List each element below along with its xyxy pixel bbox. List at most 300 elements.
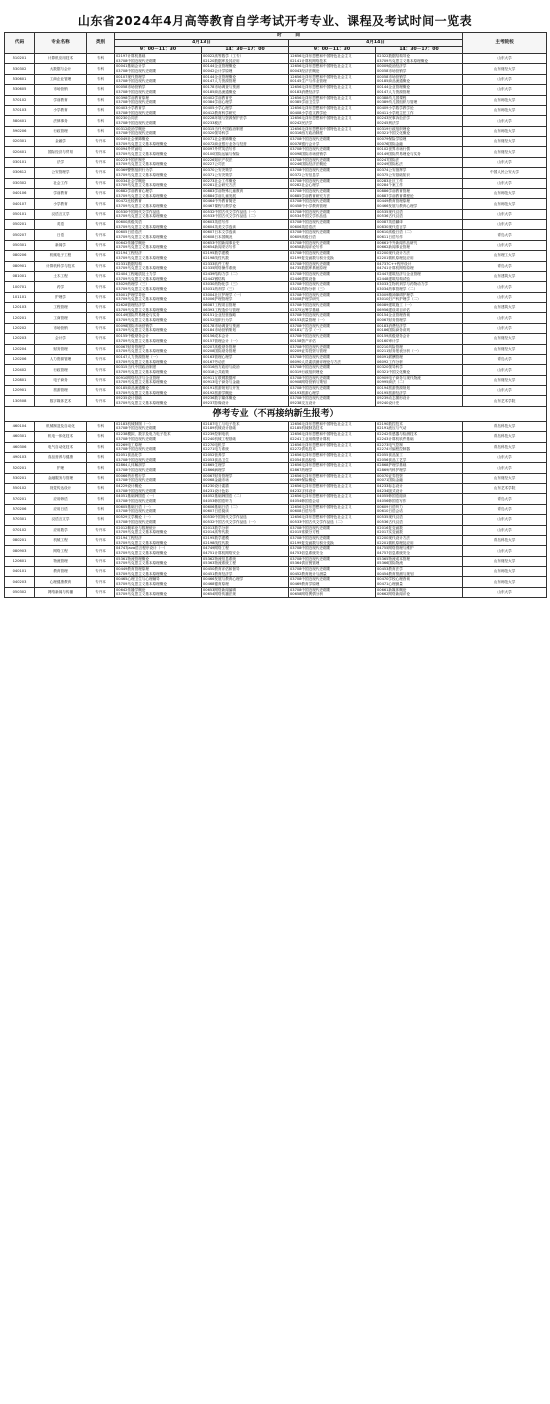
cell-s1 — [115, 396, 202, 406]
cell-code: 570102 — [5, 95, 35, 105]
cell-s1 — [115, 64, 202, 74]
course-entry: 00472比较教育 — [116, 199, 142, 204]
header-day1-am: 9：00－11：30 — [115, 47, 202, 54]
course-entry: 00470学校心理咨询 — [377, 577, 410, 582]
cell-major: 公安管理学 — [35, 168, 87, 178]
course-entry: 00246国际经济法概论 — [290, 162, 327, 167]
cell-level: 专科 — [87, 105, 115, 115]
header-time: 时 间 — [115, 33, 463, 40]
cell-s1 — [115, 365, 202, 375]
course-entry: 03708中国近现代史纲要 — [290, 344, 331, 349]
cell-level: 专升本 — [87, 386, 115, 396]
cell-s4 — [376, 105, 463, 115]
course-entry: 12656毛泽东思想和中国特色社会主义 — [290, 442, 352, 447]
course-entry: 00102世界市场行情 — [377, 147, 410, 152]
cell-s2 — [202, 251, 289, 261]
table-row — [5, 587, 547, 597]
course-entry: 00911互联网数据库 — [203, 375, 236, 380]
cell-s2 — [202, 556, 289, 566]
table-row — [5, 473, 547, 483]
cell-code: 050207 — [5, 230, 35, 240]
cell-s2 — [202, 396, 289, 406]
cell-s1 — [115, 282, 202, 292]
cell-s1 — [115, 463, 202, 473]
cell-major: 学前教育 — [35, 95, 87, 105]
course-entry: 00608日语写作 — [290, 509, 316, 514]
cell-school: 山东大学 — [463, 282, 547, 292]
course-entry: 06089建筑施工（一） — [377, 303, 414, 307]
cell-school: 山东大学 — [463, 292, 547, 302]
course-entry: 00405小学心理学 — [203, 105, 233, 110]
course-entry: 00536古代汉语 — [377, 214, 403, 219]
course-entry: 02051食品化学 — [116, 452, 142, 457]
header-day2-am: 9：00－11：30 — [289, 47, 376, 54]
course-entry: 12656毛泽东思想和中国特色社会主义 — [290, 432, 352, 437]
cell-code: 040101 — [5, 567, 35, 577]
cell-s2 — [202, 54, 289, 64]
cell-s1 — [115, 556, 202, 566]
course-entry: 02335网络操作系统 — [203, 266, 236, 271]
course-entry: 00273社会工作概论 — [203, 178, 236, 183]
course-entry: 12656毛泽东思想和中国特色社会主义 — [290, 105, 352, 110]
course-entry: 00371公安决策学 — [203, 172, 233, 177]
cell-s1 — [115, 292, 202, 302]
course-entry: 04229设计概论 — [116, 484, 142, 488]
cell-s3 — [289, 251, 376, 261]
course-entry: 12656毛泽东思想和中国特色社会主义 — [290, 463, 352, 468]
course-entry: 03709马克思主义基本原理概论 — [116, 592, 167, 597]
cell-s4 — [376, 323, 463, 333]
cell-s3 — [289, 178, 376, 188]
cell-code: 460306 — [5, 442, 35, 452]
course-entry: 02864人体解剖学 — [116, 463, 146, 468]
table-row — [5, 323, 547, 333]
cell-s4 — [376, 473, 463, 483]
cell-s1 — [115, 344, 202, 354]
course-entry: 00535现代汉语 — [377, 515, 403, 520]
course-entry: 02865生理学 — [203, 463, 226, 468]
header-code: 代码 — [5, 33, 35, 54]
cell-school: 青岛科技大学 — [463, 421, 547, 431]
course-entry: 00316西方政治制度 — [290, 131, 323, 136]
cell-s2 — [202, 344, 289, 354]
cell-s3 — [289, 375, 376, 385]
course-entry: 02869内科护理学 — [377, 467, 407, 472]
cell-s2 — [202, 365, 289, 375]
course-entry: 00605基础日语（一） — [116, 504, 153, 509]
cell-s3 — [289, 323, 376, 333]
course-entry: 04056韩国语写作 — [377, 499, 407, 504]
cell-school: 山东大学 — [463, 525, 547, 535]
course-entry: 00247国际法 — [377, 157, 400, 162]
cell-s4 — [376, 240, 463, 250]
course-entry: 02194工程经济 — [116, 535, 142, 540]
course-entry: 02014高等代数 — [203, 530, 229, 535]
cell-school: 山东大学 — [463, 452, 547, 462]
cell-school: 山东师范大学 — [463, 567, 547, 577]
course-entry: 04233标志设计 — [377, 484, 403, 488]
table-row — [5, 452, 547, 462]
course-entry: 02238模拟、数字及电力电子技术 — [116, 432, 171, 437]
cell-level: 专升本 — [87, 313, 115, 323]
cell-level: 专科 — [87, 442, 115, 452]
course-entry: 00409小学数学教学论 — [377, 105, 414, 110]
cell-major: 日语 — [35, 230, 87, 240]
cell-major: 金融学 — [35, 137, 87, 147]
cell-school: 山东建筑大学 — [463, 303, 547, 313]
cell-level: 专科 — [87, 421, 115, 431]
cell-major: 工商企业管理 — [35, 74, 87, 84]
header-day2-pm: 14：30－17：00 — [376, 47, 463, 54]
cell-school: 山东财经大学 — [463, 344, 547, 354]
course-entry: 06087工程项目管理 — [203, 303, 236, 307]
course-entry: 05366国际物流 — [377, 561, 403, 566]
cell-s4 — [376, 292, 463, 302]
cell-major: 数字媒体艺术 — [35, 396, 87, 406]
course-entry: 03709马克思主义基本原理概论 — [116, 245, 167, 250]
course-entry: 00068金融市场 — [203, 478, 229, 483]
course-entry: 00398学前教育原理 — [116, 95, 149, 100]
cell-s2 — [202, 209, 289, 219]
course-entry: 02197计算机基础 — [116, 54, 146, 58]
course-entry: 03708中国近现代史纲要 — [290, 334, 331, 339]
cell-major: 社会工作 — [35, 178, 87, 188]
course-entry: 00451教育经济学 — [203, 571, 233, 576]
cell-s2 — [202, 105, 289, 115]
course-entry: 03709马克思主义基本原理概论 — [116, 328, 167, 333]
course-entry: 00184市场营销策划 — [203, 328, 236, 333]
course-entry: 00606英语语法 — [290, 224, 316, 229]
course-entry: 02191液压与气动 — [377, 426, 407, 431]
cell-school: 青岛大学 — [463, 504, 547, 514]
cell-s3 — [289, 567, 376, 577]
table-row — [5, 313, 547, 323]
course-entry: 02199复变函数与积分变换 — [290, 540, 334, 545]
course-entry: 02190数控技术 — [377, 421, 403, 426]
cell-major: 机械制造及自动化 — [35, 421, 87, 431]
cell-level: 专升本 — [87, 220, 115, 230]
course-entry: 02446建筑设备 — [290, 276, 316, 281]
course-entry: 00449教育管理原理 — [377, 199, 410, 204]
course-entry: 00155中级财务会计 — [116, 334, 149, 339]
cell-school: 山东大学 — [463, 313, 547, 323]
course-entry: 04055韩国语阅读 — [377, 494, 407, 499]
course-entry: 00469教育学原理 — [290, 582, 320, 587]
table-row — [5, 168, 547, 178]
cell-school: 山东师范大学 — [463, 188, 547, 198]
cell-s4 — [376, 515, 463, 525]
course-entry: 03708中国近现代史纲要 — [116, 89, 157, 94]
course-entry: 03708中国近现代史纲要 — [290, 354, 331, 359]
course-entry: 00830现代语言学 — [377, 224, 407, 229]
cell-s1 — [115, 587, 202, 597]
table-row — [5, 199, 547, 209]
course-entry: 00243民事诉讼法学 — [377, 116, 410, 121]
cell-code: 120601 — [5, 556, 35, 566]
cell-s4 — [376, 282, 463, 292]
course-entry: 03708中国近现代史纲要 — [290, 251, 331, 256]
cell-major: 市场营销 — [35, 323, 87, 333]
cell-s4 — [376, 126, 463, 136]
table-row — [5, 178, 547, 188]
cell-level: 专升本 — [87, 567, 115, 577]
cell-major: 应用韩语 — [35, 494, 87, 504]
course-entry: 02199复变函数与积分变换 — [290, 255, 334, 260]
course-entry: 00208国际财务管理 — [203, 349, 236, 354]
cell-s1 — [115, 386, 202, 396]
schedule-table — [4, 32, 547, 598]
course-entry: 00388幼儿园课程 — [377, 95, 407, 100]
course-entry: 02200现代设计方法 — [377, 251, 410, 256]
cell-school: 山东建筑大学 — [463, 271, 547, 281]
cell-s2 — [202, 525, 289, 535]
cell-level: 专升本 — [87, 303, 115, 313]
cell-school: 山东大学 — [463, 515, 547, 525]
cell-code: 120402 — [5, 365, 35, 375]
cell-major: 机电一体化技术 — [35, 432, 87, 442]
course-entry: 02242传感器与检测技术 — [377, 432, 418, 437]
course-entry: 03708中国近现代史纲要 — [116, 509, 157, 514]
cell-level: 专升本 — [87, 292, 115, 302]
course-entry: 12656毛泽东思想和中国特色社会主义 — [290, 452, 352, 457]
course-entry: 00067财务管理学 — [203, 473, 233, 478]
course-entry: 02200现代设计方法 — [377, 535, 410, 540]
cell-s4 — [376, 54, 463, 64]
cell-s3 — [289, 303, 376, 313]
cell-s4 — [376, 556, 463, 566]
course-entry: 00034社会学概论 — [116, 178, 146, 183]
table-row — [5, 292, 547, 302]
cell-major: 市场营销 — [35, 85, 87, 95]
course-entry: 04054韩国语会话 — [290, 499, 320, 504]
course-entry: 00284个案工作 — [377, 183, 403, 188]
course-entry: 00178市场调查与预测 — [203, 85, 240, 90]
course-entry: 00009政治经济学 — [377, 64, 407, 69]
table-row — [5, 525, 547, 535]
cell-s3 — [289, 386, 376, 396]
course-entry: 12656毛泽东思想和中国特色社会主义 — [290, 494, 352, 499]
table-row — [5, 271, 547, 281]
cell-major: 金融服务与管理 — [35, 473, 87, 483]
cell-s2 — [202, 421, 289, 431]
cell-code: 080901 — [5, 261, 35, 271]
cell-code: 040107 — [5, 199, 35, 209]
course-entry: 12656毛泽东思想和中国特色社会主义 — [290, 515, 352, 520]
course-entry: 00087英语翻译 — [377, 220, 403, 224]
course-entry: 00066货币银行学 — [116, 473, 146, 478]
course-entry: 00389幼儿园组织与管理 — [377, 100, 418, 105]
course-entry: 03708中国近现代史纲要 — [290, 261, 331, 266]
course-entry: 09240设计史 — [377, 401, 400, 406]
course-entry: 00245刑法学 — [377, 120, 400, 125]
course-entry: 00661中外新闻作品研究 — [377, 240, 418, 245]
cell-s2 — [202, 188, 289, 198]
course-entry: 02240机械工程基础 — [203, 436, 236, 441]
cell-level: 专升本 — [87, 396, 115, 406]
course-entry: 00605日语语法 — [116, 230, 142, 235]
cell-level: 专升本 — [87, 344, 115, 354]
course-entry: 03708中国近现代史纲要 — [116, 457, 157, 462]
course-entry: 02198线性代数 — [203, 540, 229, 545]
course-entry: 00411小学班主任工作 — [377, 110, 414, 115]
cell-code: 030101 — [5, 157, 35, 167]
course-entry: 03708中国近现代史纲要 — [290, 220, 331, 224]
course-entry: 09235设计基础 — [116, 396, 142, 401]
cell-s2 — [202, 494, 289, 504]
cell-s3 — [289, 354, 376, 364]
cell-school: 山东大学 — [463, 74, 547, 84]
cell-school: 青岛科技大学 — [463, 442, 547, 452]
course-entry: 09236数字媒体概论 — [203, 396, 236, 401]
course-entry: 02271电力系统 — [203, 447, 229, 452]
course-entry: 00185商品流通概论 — [377, 79, 410, 84]
cell-s2 — [202, 303, 289, 313]
cell-s1 — [115, 85, 202, 95]
course-entry: 04052基础韩国语（二） — [203, 494, 244, 499]
cell-s2 — [202, 515, 289, 525]
course-entry: 00158资产评估 — [290, 338, 316, 343]
cell-s2 — [202, 587, 289, 597]
course-entry: 00661新媒体概论 — [377, 587, 407, 592]
course-entry: 00884学前儿童发展 — [203, 193, 236, 198]
course-entry: 00152组织行为学 — [203, 318, 233, 323]
course-entry: 00610高级日语（二） — [377, 230, 414, 235]
course-entry: 03709马克思主义基本原理概论 — [116, 152, 167, 157]
cell-school: 中国人民公安大学 — [463, 168, 547, 178]
cell-s1 — [115, 126, 202, 136]
cell-s4 — [376, 188, 463, 198]
course-entry: 02270电机学 — [203, 442, 226, 447]
cell-major: 汉语言文学 — [35, 515, 87, 525]
cell-s1 — [115, 95, 202, 105]
course-entry: 03709马克思主义基本原理概论 — [377, 58, 428, 63]
course-entry: 03708中国近现代史纲要 — [116, 426, 157, 431]
course-entry: 00145生产与作业管理 — [290, 79, 327, 84]
cell-code: 570201 — [5, 494, 35, 504]
course-entry: 00098国际市场营销学 — [116, 323, 153, 328]
course-entry: 00468德育原理 — [203, 582, 229, 587]
course-entry: 03708中国近现代史纲要 — [116, 79, 157, 84]
cell-major: 计算机应用技术 — [35, 54, 87, 64]
course-entry: 00607日语阅读 — [203, 509, 229, 514]
cell-s2 — [202, 95, 289, 105]
course-entry: 00321中国文化概论 — [377, 131, 410, 136]
cell-s3 — [289, 85, 376, 95]
cell-s1 — [115, 199, 202, 209]
course-entry: 00662新闻事业管理 — [377, 245, 410, 250]
header-day1-pm: 14：30－17：00 — [202, 47, 289, 54]
course-entry: 02331数据结构 — [116, 261, 142, 266]
course-entry: 02322数据结构导论 — [377, 54, 410, 58]
cell-school: 山东大学 — [463, 116, 547, 126]
course-entry: 02189机械设计基础 — [203, 426, 236, 431]
table-row — [5, 95, 547, 105]
course-entry: 00534外国文学作品选 — [290, 214, 327, 219]
course-entry: 03708中国近现代史纲要 — [290, 230, 331, 235]
table-row — [5, 209, 547, 219]
course-entry: 03031药剂学（三） — [203, 286, 236, 291]
cell-level: 专科 — [87, 484, 115, 494]
table-row — [5, 504, 547, 514]
cell-s4 — [376, 365, 463, 375]
course-entry: 00183消费经济学 — [377, 323, 407, 328]
cell-s3 — [289, 587, 376, 597]
course-entry: 00320领导科学 — [377, 365, 403, 370]
cell-s3 — [289, 95, 376, 105]
course-entry: 02272供电技术 — [290, 447, 316, 452]
course-entry: 03708中国近现代史纲要 — [290, 313, 331, 318]
cell-code: 050302 — [5, 587, 35, 597]
course-entry: 03010妇产科护理学（二） — [377, 297, 421, 302]
cell-school: 山东大学 — [463, 587, 547, 597]
course-entry: 04753信息系统安全 — [290, 550, 323, 555]
cell-s4 — [376, 137, 463, 147]
cell-s4 — [376, 546, 463, 556]
course-entry: 00913电子商务与金融 — [203, 380, 240, 385]
course-entry: 03708中国近现代史纲要 — [290, 303, 331, 307]
course-entry: 00078银行会计学 — [290, 141, 320, 146]
cell-code: 120204 — [5, 344, 35, 354]
cell-s4 — [376, 484, 463, 494]
course-entry: 03708中国近现代史纲要 — [290, 137, 331, 141]
course-entry: 00319行政组织理论 — [377, 126, 410, 131]
course-entry: 00194旅游资源规划 — [377, 386, 410, 390]
cell-level: 专升本 — [87, 375, 115, 385]
table-row — [5, 334, 547, 344]
table-row — [5, 147, 547, 157]
course-entry: 00408小学语文教学论 — [290, 110, 327, 115]
cell-major: 视觉传达设计 — [35, 484, 87, 494]
course-entry: 04737C++程序设计 — [377, 261, 412, 266]
cell-s2 — [202, 484, 289, 494]
course-entry: 00886学前教育管理 — [377, 188, 410, 193]
course-entry: 03708中国近现代史纲要 — [290, 546, 331, 551]
course-entry: 00156成本会计 — [203, 334, 229, 339]
course-entry: 03709马克思主义基本原理概论 — [116, 286, 167, 291]
cell-s3 — [289, 74, 376, 84]
table-row — [5, 567, 547, 577]
cell-school: 山东师范大学 — [463, 105, 547, 115]
cell-code: 070102 — [5, 525, 35, 535]
cell-s3 — [289, 525, 376, 535]
course-entry: 00076国际金融 — [377, 141, 403, 146]
cell-s1 — [115, 74, 202, 84]
cell-school: 青岛大学 — [463, 494, 547, 504]
course-entry: 12656毛泽东思想和中国特色社会主义 — [290, 85, 352, 90]
cell-major: 物流管理 — [35, 556, 87, 566]
course-entry: 02239控制电机 — [203, 432, 229, 437]
cell-s2 — [202, 168, 289, 178]
course-entry: 00603英语写作 — [203, 220, 229, 224]
course-entry: 02243计算机软件基础 — [377, 436, 414, 441]
cell-major: 心理健康教育 — [35, 577, 87, 587]
cell-level: 专升本 — [87, 587, 115, 597]
cell-code: 570206 — [5, 504, 35, 514]
cell-s4 — [376, 199, 463, 209]
course-entry: 02015常微分方程 — [290, 530, 320, 535]
course-entry: 00402学前教育史 — [203, 95, 233, 100]
cell-s1 — [115, 334, 202, 344]
cell-s1 — [115, 54, 202, 64]
table-header — [5, 33, 547, 54]
course-entry: 00067财务管理学 — [377, 318, 407, 323]
course-entry: 00883学前特殊儿童教育 — [203, 188, 244, 193]
cell-code: 580401 — [5, 116, 35, 126]
course-entry: 02183机械制图（一） — [116, 421, 153, 426]
course-entry: 00107现代管理学 — [116, 74, 146, 79]
course-entry: 04757信息系统安全 — [377, 550, 410, 555]
cell-s1 — [115, 209, 202, 219]
